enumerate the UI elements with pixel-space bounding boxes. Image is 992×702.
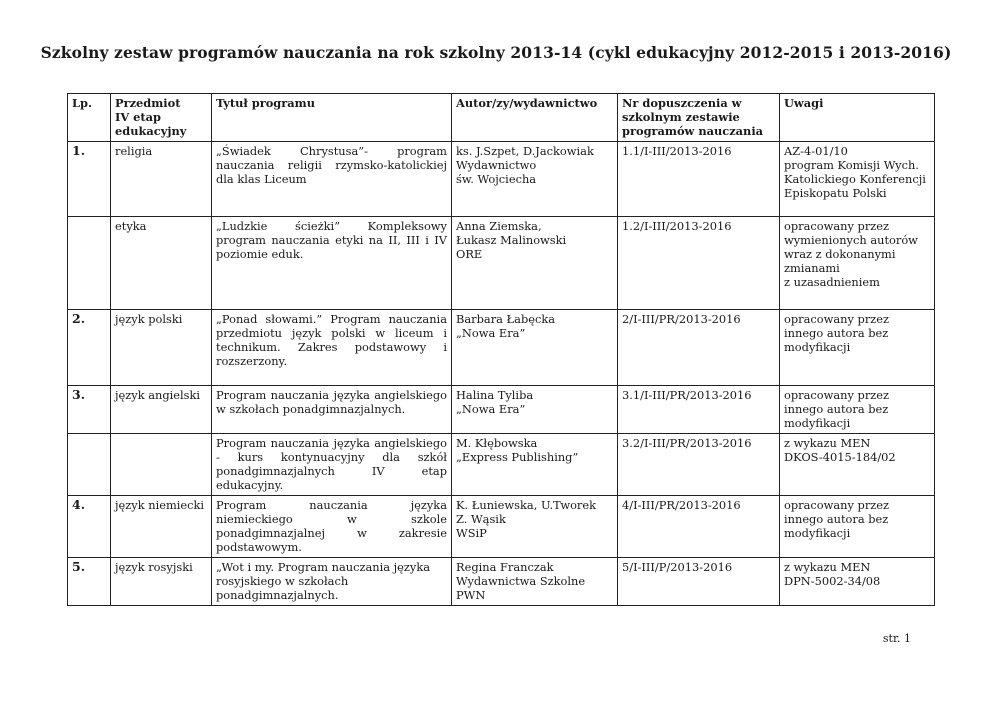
row-program: Program nauczania języka angielskiego w szkołach ponadgimnazjalnych. <box>212 386 452 434</box>
row-notes: opracowany przez innego autora bez modyfikacji <box>780 496 935 558</box>
header-subject: Przedmiot IV etap edukacyjny <box>111 94 212 142</box>
row-program: „Ponad słowami.” Program nauczania przedmiotu język polski w liceum i technikum. Zakres podstawowy i rozszerzony. <box>212 310 452 386</box>
row-lp: 5. <box>68 558 111 606</box>
table-row <box>68 142 935 217</box>
row-program: Program nauczania języka niemieckiego w szkole ponadgimnazjalnej w zakresie podstawowym. <box>212 496 452 558</box>
table-header-row <box>68 94 935 142</box>
header-program: Tytuł programu <box>212 94 452 142</box>
row-subject: etyka <box>111 217 212 310</box>
row-lp <box>68 434 111 496</box>
row-number: 1.1/I-III/2013-2016 <box>618 142 780 217</box>
row-number: 2/I-III/PR/2013-2016 <box>618 310 780 386</box>
row-subject: język polski <box>111 310 212 386</box>
row-lp <box>68 217 111 310</box>
programs-table <box>67 93 935 606</box>
header-number: Nr dopuszczenia w szkolnym zestawie programów nauczania <box>618 94 780 142</box>
row-author: ks. J.Szpet, D.Jackowiak Wydawnictwo św. Wojciecha <box>452 142 618 217</box>
row-notes: z wykazu MEN DPN-5002-34/08 <box>780 558 935 606</box>
page-number: str. 1 <box>882 632 911 645</box>
header-lp: Lp. <box>68 94 111 142</box>
row-number: 3.1/I-III/PR/2013-2016 <box>618 386 780 434</box>
row-author: Regina Franczak Wydawnictwa Szkolne PWN <box>452 558 618 606</box>
row-subject: język niemiecki <box>111 496 212 558</box>
row-program: Program nauczania języka angielskiego - kurs kontynuacyjny dla szkół ponadgimnazjalnych IV etap edukacyjny. <box>212 434 452 496</box>
table-row <box>68 310 935 386</box>
row-notes: opracowany przez innego autora bez modyfikacji <box>780 386 935 434</box>
row-author: M. Kłębowska „Express Publishing” <box>452 434 618 496</box>
row-subject <box>111 434 212 496</box>
table-row <box>68 434 935 496</box>
row-author: Barbara Łabęcka „Nowa Era” <box>452 310 618 386</box>
row-subject: język rosyjski <box>111 558 212 606</box>
row-author: Anna Ziemska, Łukasz Malinowski ORE <box>452 217 618 310</box>
row-notes: opracowany przez innego autora bez modyfikacji <box>780 310 935 386</box>
table-row <box>68 217 935 310</box>
header-author: Autor/zy/wydawnictwo <box>452 94 618 142</box>
row-lp: 3. <box>68 386 111 434</box>
row-program: „Ludzkie ścieżki” Kompleksowy program nauczania etyki na II, III i IV poziomie eduk. <box>212 217 452 310</box>
row-program: „Świadek Chrystusa”- program nauczania religii rzymsko-katolickiej dla klas Liceum <box>212 142 452 217</box>
table-row <box>68 386 935 434</box>
row-program: „Wot i my. Program nauczania języka rosyjskiego w szkołach ponadgimnazjalnych. <box>212 558 452 606</box>
row-subject: religia <box>111 142 212 217</box>
header-notes: Uwagi <box>780 94 935 142</box>
row-lp: 1. <box>68 142 111 217</box>
row-number: 4/I-III/PR/2013-2016 <box>618 496 780 558</box>
row-notes: z wykazu MEN DKOS-4015-184/02 <box>780 434 935 496</box>
document-title: Szkolny zestaw programów nauczania na rok szkolny 2013-14 (cykl edukacyjny 2012-2015 i 2013-2016) <box>40 43 952 62</box>
row-author: Halina Tyliba „Nowa Era” <box>452 386 618 434</box>
row-lp: 4. <box>68 496 111 558</box>
row-notes: AZ-4-01/10 program Komisji Wych. Katolickiego Konferencji Episkopatu Polski <box>780 142 935 217</box>
row-lp: 2. <box>68 310 111 386</box>
row-notes: opracowany przez wymienionych autorów wraz z dokonanymi zmianami z uzasadnieniem <box>780 217 935 310</box>
row-number: 3.2/I-III/PR/2013-2016 <box>618 434 780 496</box>
row-subject: język angielski <box>111 386 212 434</box>
table-row <box>68 496 935 558</box>
row-author: K. Łuniewska, U.Tworek Z. Wąsik WSiP <box>452 496 618 558</box>
table-row <box>68 558 935 606</box>
row-number: 1.2/I-III/2013-2016 <box>618 217 780 310</box>
row-number: 5/I-III/P/2013-2016 <box>618 558 780 606</box>
